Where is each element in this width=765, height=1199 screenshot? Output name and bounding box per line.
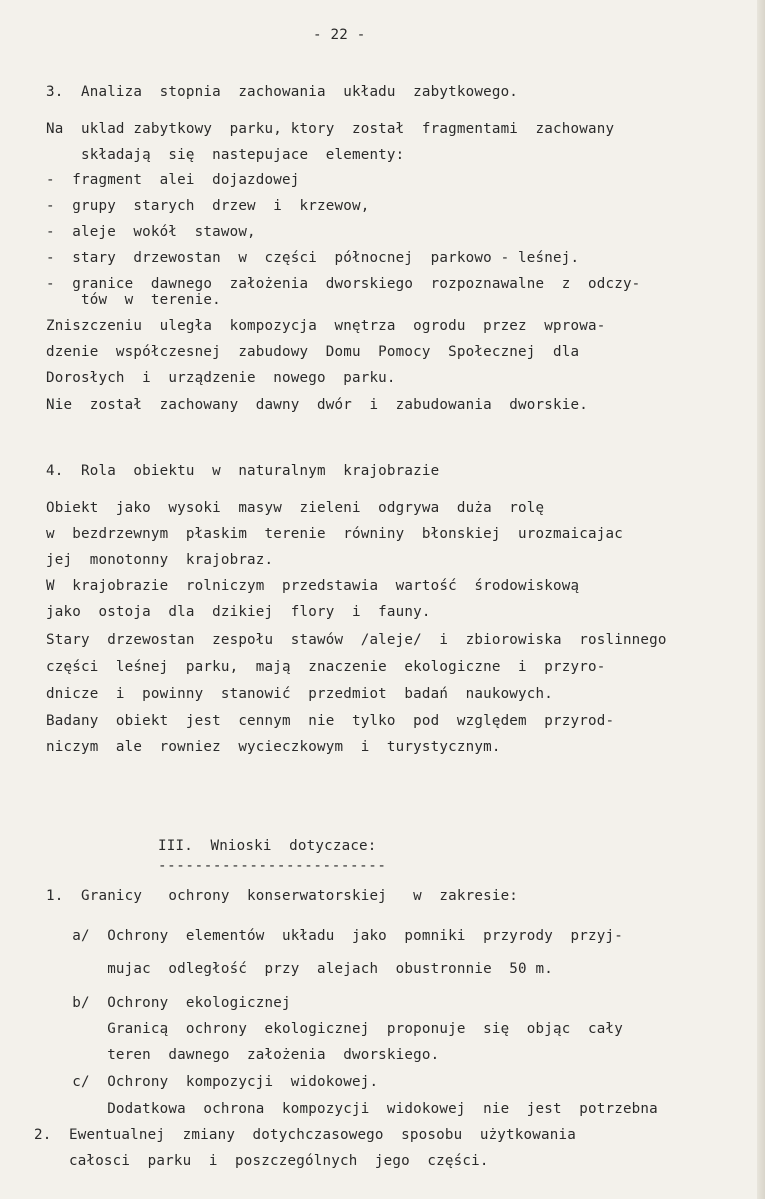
list-item: - aleje wokół stawow, <box>46 224 256 240</box>
section-3-line: Na uklad zabytkowy parku, ktory został fragmentami zachowany <box>46 121 615 137</box>
section-3-line: składają się nastepujace elementy: <box>46 147 405 163</box>
page-number: - 22 - <box>313 27 366 43</box>
section-3-heading: 3. Analiza stopnia zachowania układu zabytkowego. <box>46 84 519 100</box>
section-4-line: w bezdrzewnym płaskim terenie równiny błonskiej urozmaicajac <box>46 526 623 542</box>
conclusion-subitem-continuation: mujac odległość przy alejach obustronnie 50 m. <box>46 961 554 977</box>
section-3-line: Dorosłych i urządzenie nowego parku. <box>46 370 396 386</box>
paper-edge <box>757 0 765 1199</box>
list-item: - fragment alei dojazdowej <box>46 172 300 188</box>
list-item: - stary drzewostan w części północnej parkowo - leśnej. <box>46 250 580 266</box>
section-3-line: Zniszczeniu uległa kompozycja wnętrza ogrodu przez wprowa- <box>46 318 606 334</box>
section-3-line: dzenie współczesnej zabudowy Domu Pomocy Społecznej dla <box>46 344 580 360</box>
section-4-line: jako ostoja dla dzikiej flory i fauny. <box>46 604 431 620</box>
section-3-line: Nie został zachowany dawny dwór i zabudowania dworskie. <box>46 397 588 413</box>
conclusion-subitem-continuation: Dodatkowa ochrona kompozycji widokowej nie jest potrzebna <box>46 1101 658 1117</box>
conclusion-subitem: c/ Ochrony kompozycji widokowej. <box>46 1074 379 1090</box>
conclusion-item: 1. Granicy ochrony konserwatorskiej w zakresie: <box>46 888 519 904</box>
section-4-line: Stary drzewostan zespołu stawów /aleje/ i zbiorowiska roslinnego <box>46 632 667 648</box>
list-item: - grupy starych drzew i krzewow, <box>46 198 370 214</box>
section-4-line: części leśnej parku, mają znaczenie ekologiczne i przyro- <box>46 659 606 675</box>
conclusion-item-continuation: całosci parku i poszczególnych jego części. <box>34 1153 489 1169</box>
heading-underline: ------------------------- <box>158 858 387 874</box>
section-4-line: Badany obiekt jest cennym nie tylko pod względem przyrod- <box>46 713 615 729</box>
section-4-line: niczym ale rowniez wycieczkowym i turystycznym. <box>46 739 501 755</box>
section-4-line: jej monotonny krajobraz. <box>46 552 274 568</box>
section-4-line: W krajobrazie rolniczym przedstawia wartość środowiskową <box>46 578 580 594</box>
conclusion-subitem: b/ Ochrony ekologicznej <box>46 995 291 1011</box>
section-iii-heading: III. Wnioski dotyczace: <box>158 838 377 854</box>
conclusion-subitem-continuation: Granicą ochrony ekologicznej proponuje się objąc cały <box>46 1021 623 1037</box>
conclusion-subitem: a/ Ochrony elementów układu jako pomniki przyrody przyj- <box>46 928 623 944</box>
list-item: - granice dawnego założenia dworskiego rozpoznawalne z odczy- <box>46 276 641 292</box>
section-4-line: dnicze i powinny stanowić przedmiot badań naukowych. <box>46 686 554 702</box>
conclusion-subitem-continuation: teren dawnego założenia dworskiego. <box>46 1047 440 1063</box>
section-4-heading: 4. Rola obiektu w naturalnym krajobrazie <box>46 463 440 479</box>
section-4-line: Obiekt jako wysoki masyw zieleni odgrywa duża rolę <box>46 500 545 516</box>
list-item-continuation: tów w terenie. <box>46 292 221 308</box>
conclusion-item: 2. Ewentualnej zmiany dotychczasowego sposobu użytkowania <box>34 1127 576 1143</box>
